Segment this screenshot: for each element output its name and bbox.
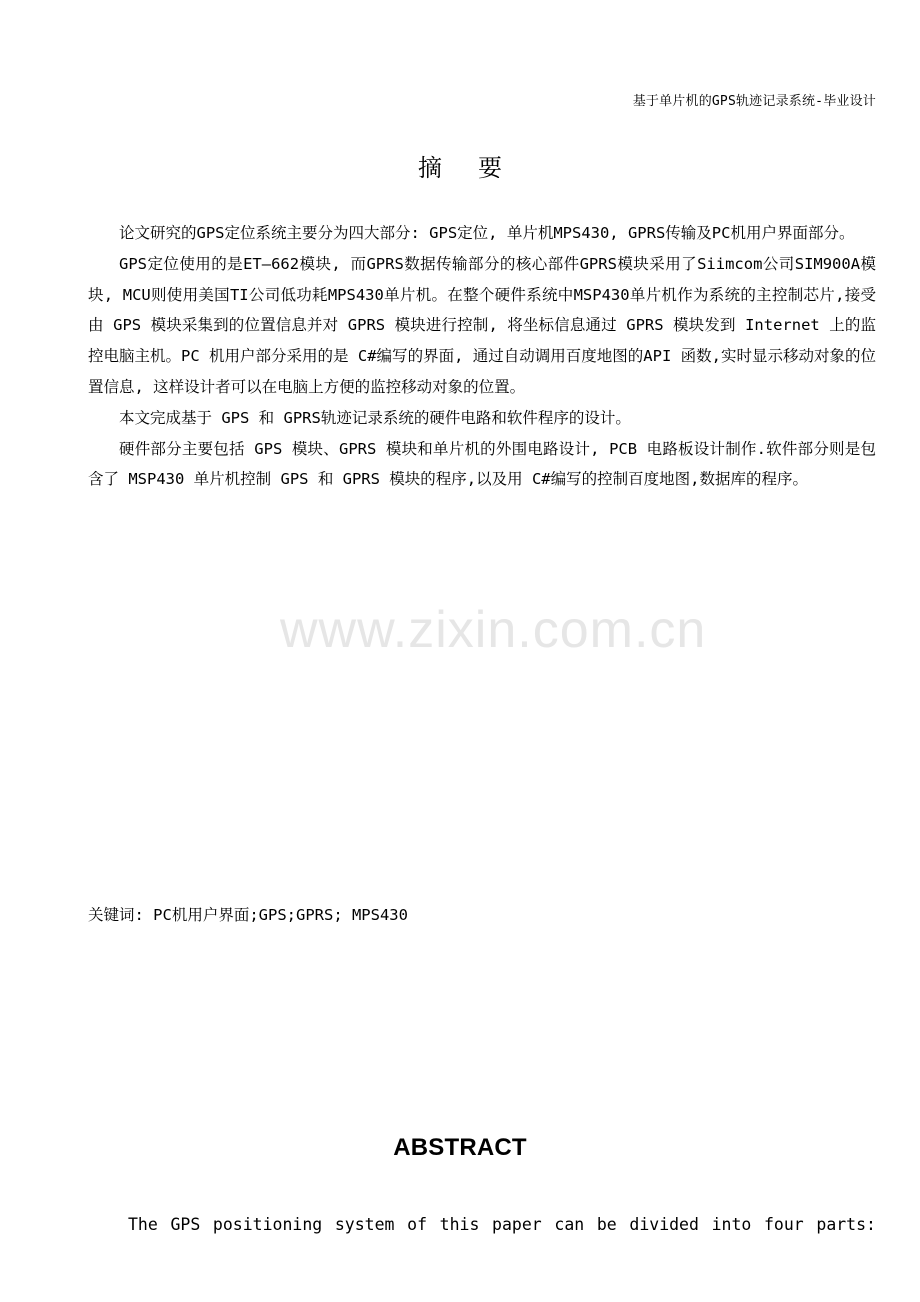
abstract-body-en: [88, 1210, 876, 1240]
abstract-title-en: ABSTRACT: [393, 1134, 527, 1161]
keywords-line: 关键词: PC机用户界面;GPS;GPRS; MPS430: [88, 906, 408, 925]
abstract-title-cn: 摘要: [418, 154, 538, 182]
abstract-paragraph: 论文研究的GPS定位系统主要分为四大部分: GPS定位, 单片机MPS430, GPRS传输及PC机用户界面部分。: [119, 224, 855, 242]
abstract-paragraph: GPS定位使用的是ET—662模块, 而GPRS数据传输部分的核心部件GPRS模块采用了Siimcom公司SIM900A模块, MCU则使用美国TI公司低功耗MPS430单片机。在整个硬件系统中MSP430单片机作为系统的主控制芯片,接受由 GPS 模块采集到的位置信息并对 GPRS 模块进行控制, 将坐标信息通过 GPRS 模块发到 Internet 上的监控电脑主机。PC 机用户部分采用的是 C#编写的界面, 通过自动调用百度地图的API 函数,实时显示移动对象的位置信息, 这样设计者可以在电脑上方便的监控移动对象的位置。: [88, 254, 876, 396]
abstract-body-cn: [88, 218, 876, 495]
running-header: 基于单片机的GPS轨迹记录系统-毕业设计: [632, 94, 876, 109]
watermark: www.zixin.com.cn: [280, 601, 707, 659]
abstract-paragraph: 本文完成基于 GPS 和 GPRS轨迹记录系统的硬件电路和软件程序的设计。: [119, 408, 631, 427]
abstract-paragraph-en: The GPS positioning system of this paper can be divided into four parts:: [128, 1215, 876, 1234]
abstract-paragraph: 硬件部分主要包括 GPS 模块、GPRS 模块和单片机的外围电路设计, PCB 电路板设计制作.软件部分则是包含了 MSP430 单片机控制 GPS 和 GPRS 模块的程序,以及用 C#编写的控制百度地图,数据库的程序。: [88, 439, 876, 489]
